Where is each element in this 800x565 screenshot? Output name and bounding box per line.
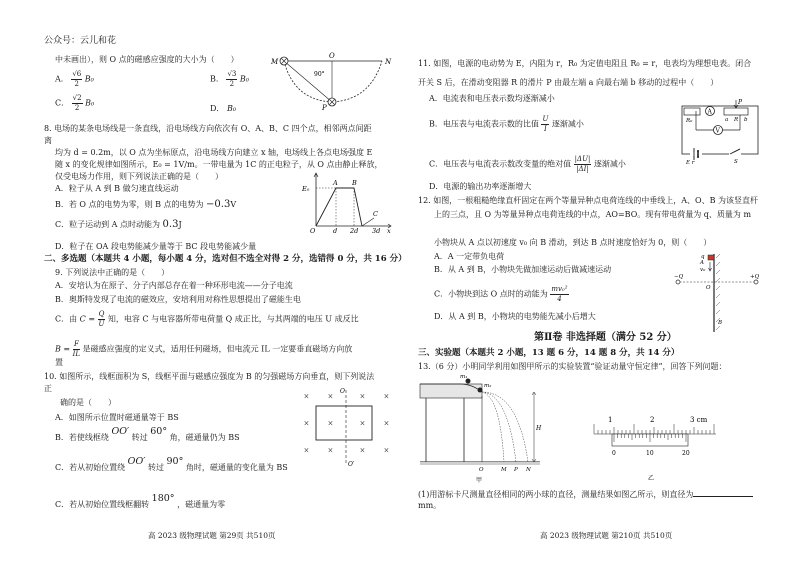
q7-stem: 中未画出），则 O 点的磁感应强度的大小为（ ）: [55, 55, 239, 64]
svg-text:H: H: [536, 425, 542, 432]
right-page-footer: 高 2023 级物理试题 第210页 共510页: [540, 531, 673, 540]
q12-pos-charge: [754, 280, 758, 284]
svg-text:甲: 甲: [476, 477, 483, 484]
q8-line-4: 随 x 的变化规律如图所示，E₀ = 1V/m。一带电量为 1C 的正电粒子，从 O 点由静止释放，: [55, 160, 383, 169]
q10-line-1: 10. 如图所示，线框面积为 S，线框平面与磁感应强度为 B 的匀强磁场方向垂直，则下列说法: [44, 372, 375, 381]
q8-option-c: C．粒子运动到 A 点时动能为 0.3J: [55, 219, 182, 230]
svg-text:E₀: E₀: [302, 185, 310, 193]
q8-line-1: 8. 电场的某条电场线是一条直线，沿电场线方向依次有 O、A、B、C 四个点，相邻两点间距: [44, 124, 372, 133]
q8-option-d: D．粒子在 OA 段电势能减少量等于 BC 段电势能减少量: [55, 242, 257, 251]
field-cross-icon: ×: [327, 392, 334, 401]
svg-text:E r: E r: [686, 160, 695, 166]
q9-option-d: B = $\frac{F}{IL}$ 是磁感应强度的定义式，适用任何磁场，但电流元 IL 一定要垂直磁场方向放: [55, 340, 353, 358]
q10-option-c: C．若从初始位置绕 OO′ 转过 90° 角时，磁通量的变化量为 BS: [55, 456, 288, 472]
svg-text:S: S: [734, 159, 738, 165]
q7-b-fraction: $\frac{√3}{2}$: [227, 70, 237, 88]
q10-line-3: 确的是（ ）: [60, 398, 116, 407]
field-cross-icon: ×: [359, 392, 366, 401]
svg-text:d: d: [333, 227, 338, 235]
q8-option-a: A．粒子从 A 到 B 做匀速直线运动: [55, 184, 179, 193]
svg-text:1: 1: [608, 416, 613, 424]
q13-part-1: (1)用游标卡尺测量直径相同的两小球的直径，测量结果如图乙所示，则直径为: [418, 488, 753, 500]
q7-figure: [264, 52, 394, 112]
q7-a-fraction: $\frac{√6}{2}$: [72, 70, 82, 88]
section-2-heading: 二、多选题（本题共 4 小题，每小题 4 分，选对但不选全对得 2 分，选错得 0 分，共 16 分）: [44, 254, 407, 264]
svg-text:O: O: [479, 467, 484, 473]
q10-option-d: C．若从初始位置线框翻转 180° ，磁通量为零: [55, 493, 226, 509]
q12-option-a: A．A 一定带负电荷: [434, 252, 505, 261]
q12-line-3: 小物块从 A 点以初速度 v₀ 向 B 滑动，到达 B 点时速度恰好为 0，则（ ）: [434, 238, 712, 247]
field-cross-icon: ×: [383, 446, 390, 455]
svg-text:R: R: [734, 117, 739, 123]
svg-text:10: 10: [646, 450, 654, 457]
q10-option-a: A．如图所示位置时磁通量等于 BS: [55, 413, 179, 422]
svg-text:O: O: [706, 285, 711, 291]
q11-option-c: C．电压表与电流表示数改变量的绝对值 $\frac{|\Delta U|}{|\Delta I|}$ 逐渐减小: [429, 155, 626, 173]
q11-line-2: 开关 S 后，在滑动变阻器 R 的滑片 P 由最左端 a 向最右端 b 移动的过程中（ ）: [418, 78, 719, 87]
left-page-footer: 高 2023 级物理试题 第29页 共510页: [148, 531, 276, 540]
q11-rheostat: [724, 108, 748, 115]
q7-option-b: B． $\frac{√3}{2}$ B₀: [210, 70, 249, 88]
svg-text:m₁: m₁: [460, 374, 468, 380]
section-3-heading: 三、实验题（本题共 2 小题，13 题 6 分，14 题 8 分，共 14 分）: [418, 348, 680, 358]
q9-option-a: A．安培认为在原子、分子内部总存在着一种环形电流——分子电流: [55, 281, 293, 290]
q8-line-5: 仅受电场力作用，则下列说法正确的是（ ）: [55, 172, 223, 181]
right-column: [418, 0, 774, 565]
q10-line-2: 正: [44, 384, 52, 393]
q9-option-c: C．由 C = $\frac{Q}{U}$ 知，电容 C 与电容器所带电荷量 Q 成正比，与其两端的电压 U 成反比: [55, 310, 359, 328]
q12-option-b: B．从 A 到 B，小物块先做加速运动后做减速运动: [434, 265, 612, 274]
svg-text:V: V: [715, 127, 720, 135]
part-2-heading: 第Ⅱ卷 非选择题（满分 52 分）: [534, 332, 677, 343]
field-cross-icon: ×: [327, 419, 334, 428]
q7-option-a: A． $\frac{√6}{2}$ B₀: [55, 70, 94, 88]
svg-text:b: b: [744, 117, 748, 123]
svg-text:q: q: [701, 254, 705, 260]
q13-caliper-figure: [588, 402, 718, 482]
q11-resistor-r0: [684, 108, 700, 115]
svg-text:A: A: [700, 260, 704, 266]
q7-option-d: D． B₀: [210, 104, 237, 113]
svg-text:B: B: [718, 320, 723, 326]
svg-text:2d: 2d: [350, 227, 359, 235]
q13-answer-blank[interactable]: [693, 488, 753, 497]
q7-label-n: N: [385, 58, 392, 66]
q12-neg-charge: [676, 280, 680, 284]
svg-text:−Q: −Q: [674, 274, 684, 280]
q13-unit: mm。: [418, 501, 442, 510]
q12-rod-figure: [672, 250, 768, 336]
q13-apparatus-figure: [420, 374, 544, 482]
svg-text:P: P: [514, 467, 518, 473]
q8-e-x-graph: [302, 170, 394, 235]
q8-line-3: 均为 d = 0.2m，以 O 点为坐标原点，沿电场线方向建立 x 轴，电场线上各点电场强度 E: [55, 148, 373, 157]
field-cross-icon: ×: [327, 446, 334, 455]
svg-text:B: B: [352, 179, 357, 187]
left-column: [44, 0, 407, 565]
field-cross-icon: ×: [303, 392, 310, 401]
q7-label-o: O: [329, 52, 335, 60]
q11-circuit: [676, 98, 766, 166]
q7-angle: 90°: [314, 71, 325, 78]
field-cross-icon: ×: [359, 446, 366, 455]
q9-c-fraction: $\frac{Q}{U}$: [98, 310, 105, 328]
field-cross-icon: ×: [383, 419, 390, 428]
svg-text:v₀: v₀: [700, 267, 706, 273]
field-cross-icon: ×: [383, 392, 390, 401]
svg-text:A: A: [333, 179, 338, 187]
svg-text:P: P: [738, 99, 743, 106]
svg-text:20: 20: [682, 450, 690, 457]
q9-option-b: B．奥斯特发现了电流的磁效应，安培利用对称性思想提出了磁能生电: [55, 295, 301, 304]
q13-ball-m2: [478, 388, 483, 393]
q12-line-1: 12. 如图，一根粗糙绝缘直杆固定在两个等量异种点电荷连线的中垂线上，A、O、B 为该竖直杆: [418, 196, 759, 205]
q9-option-d-cont: 置: [55, 358, 63, 367]
q7-c-fraction: $\frac{√2}{2}$: [72, 94, 82, 112]
svg-text:O: O: [310, 227, 316, 235]
svg-text:乙: 乙: [648, 475, 655, 482]
q11-option-a: A．电流表和电压表示数均逐渐减小: [429, 94, 555, 103]
q12-option-c: C．小物块到达 O 点时的动能为 $\frac{\text{mv₀²}}{4}$: [434, 285, 568, 303]
svg-text:3d: 3d: [372, 227, 381, 235]
q7-arc: [284, 61, 382, 102]
svg-text:x: x: [387, 227, 391, 235]
q8-option-b: B．若 O 点的电势为零，则 B 点的电势为 −0.3V: [55, 199, 237, 210]
svg-text:R₀: R₀: [686, 118, 693, 124]
q9-stem: 9. 下列说法中正确的是（ ）: [55, 268, 170, 277]
svg-text:a: a: [725, 117, 729, 123]
q11-option-b: B．电压表与电流表示数的比值 $\frac{U}{I}$ 逐渐减小: [429, 115, 584, 133]
svg-text:O′: O′: [348, 461, 355, 468]
q7-option-c: C． $\frac{√2}{2}$ B₀: [55, 94, 95, 112]
svg-text:0: 0: [612, 450, 616, 457]
svg-text:C: C: [373, 210, 378, 218]
field-cross-icon: ×: [303, 446, 310, 455]
svg-text:3 cm: 3 cm: [690, 416, 708, 424]
q8-line-2: 离: [44, 136, 52, 145]
svg-text:m₂: m₂: [484, 383, 492, 389]
field-cross-icon: ×: [359, 419, 366, 428]
q7-label-p: P: [322, 104, 327, 112]
q11-option-d: D．电源的输出功率逐渐增大: [429, 182, 532, 191]
q11-line-1: 11. 如图，电源的电动势为 E，内阻为 r，R₀ 为定值电阻且 R₀ = r，电表均为理想电表。闭合: [418, 59, 752, 68]
svg-text:A: A: [707, 108, 712, 116]
svg-text:2: 2: [650, 416, 655, 424]
q10-field-figure: [300, 384, 394, 468]
svg-text:+Q: +Q: [750, 274, 760, 280]
q12-line-2: 上的三点，且 O 为等量异种点电荷连线的中点，AO=BO。现有带电荷量为 q、质量为 m: [434, 210, 752, 219]
svg-text:M: M: [501, 467, 507, 473]
q12-block: [708, 255, 714, 260]
svg-text:N: N: [526, 467, 531, 473]
q13-line-1: 13.（6 分）小明同学利用如图甲所示的实验装置“验证动量守恒定律”，回答下列问题：: [418, 362, 727, 371]
svg-text:O: O: [340, 388, 345, 395]
q12-option-d: D．从 A 到 B，小物块的电势能先减小后增大: [434, 312, 596, 321]
q9-d-fraction: $\frac{F}{IL}$: [72, 340, 81, 358]
wechat-header: 公众号：云儿和花: [44, 36, 117, 46]
field-cross-icon: ×: [303, 419, 310, 428]
q7-label-m: M: [271, 58, 279, 66]
q10-option-b: B．若使线框绕 OO′ 转过 60° 角，磁通量仍为 BS: [55, 426, 240, 442]
q8-e-curve: [316, 188, 362, 226]
